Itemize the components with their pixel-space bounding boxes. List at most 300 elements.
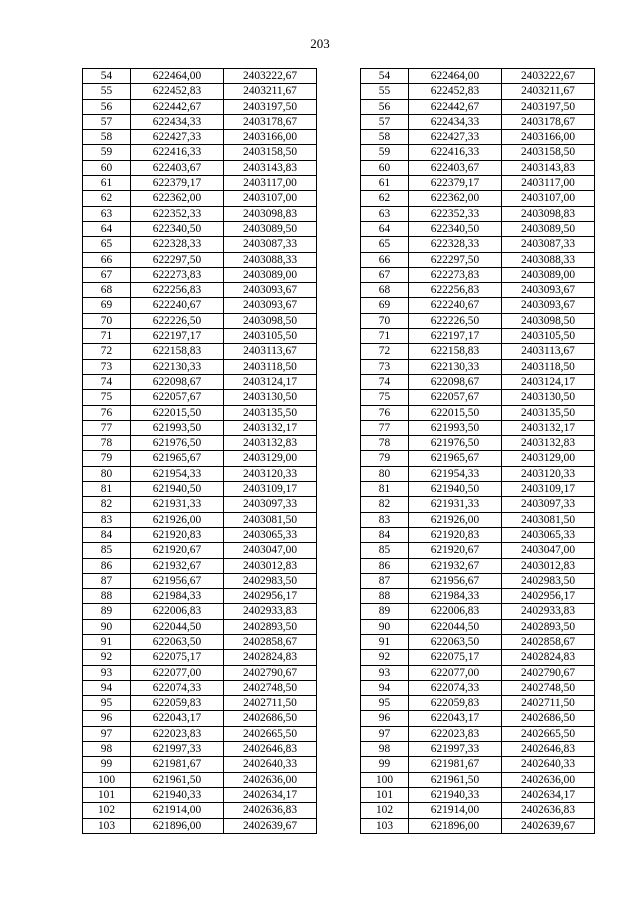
left-x-coordinate-cell: 622023,83 — [131, 726, 224, 741]
right-point-number-cell: 97 — [361, 726, 409, 741]
table-row — [83, 803, 595, 818]
right-point-number-cell: 101 — [361, 787, 409, 802]
left-x-coordinate-cell: 621984,33 — [131, 589, 224, 604]
right-point-number-cell: 92 — [361, 650, 409, 665]
left-x-coordinate-cell: 622328,33 — [131, 237, 224, 252]
right-x-coordinate-cell: 622130,33 — [409, 359, 502, 374]
column-gap — [317, 497, 361, 512]
table-row — [83, 374, 595, 389]
right-y-coordinate-cell: 2402824,83 — [502, 650, 595, 665]
column-gap — [317, 466, 361, 481]
left-x-coordinate-cell: 622059,83 — [131, 696, 224, 711]
table-row — [83, 527, 595, 542]
table-row — [83, 451, 595, 466]
left-x-coordinate-cell: 622043,17 — [131, 711, 224, 726]
right-y-coordinate-cell: 2403105,50 — [502, 329, 595, 344]
column-gap — [317, 573, 361, 588]
right-point-number-cell: 61 — [361, 176, 409, 191]
left-y-coordinate-cell: 2403117,00 — [224, 176, 317, 191]
right-y-coordinate-cell: 2403158,50 — [502, 145, 595, 160]
right-y-coordinate-cell: 2402665,50 — [502, 726, 595, 741]
left-x-coordinate-cell: 622044,50 — [131, 619, 224, 634]
left-point-number-cell: 54 — [83, 69, 131, 84]
right-y-coordinate-cell: 2403222,67 — [502, 69, 595, 84]
left-y-coordinate-cell: 2402790,67 — [224, 665, 317, 680]
right-point-number-cell: 73 — [361, 359, 409, 374]
right-point-number-cell: 76 — [361, 405, 409, 420]
column-gap — [317, 99, 361, 114]
left-y-coordinate-cell: 2402646,83 — [224, 742, 317, 757]
column-gap — [317, 130, 361, 145]
right-y-coordinate-cell: 2402639,67 — [502, 818, 595, 833]
left-point-number-cell: 88 — [83, 589, 131, 604]
right-x-coordinate-cell: 621920,67 — [409, 543, 502, 558]
left-y-coordinate-cell: 2403012,83 — [224, 558, 317, 573]
right-point-number-cell: 99 — [361, 757, 409, 772]
column-gap — [317, 206, 361, 221]
right-x-coordinate-cell: 622240,67 — [409, 298, 502, 313]
column-gap — [317, 160, 361, 175]
column-gap — [317, 176, 361, 191]
column-gap — [317, 527, 361, 542]
table-row — [83, 69, 595, 84]
left-x-coordinate-cell: 622464,00 — [131, 69, 224, 84]
table-row — [83, 237, 595, 252]
left-point-number-cell: 63 — [83, 206, 131, 221]
left-y-coordinate-cell: 2402983,50 — [224, 573, 317, 588]
left-x-coordinate-cell: 622015,50 — [131, 405, 224, 420]
right-y-coordinate-cell: 2403093,67 — [502, 283, 595, 298]
right-x-coordinate-cell: 621956,67 — [409, 573, 502, 588]
left-y-coordinate-cell: 2403081,50 — [224, 512, 317, 527]
left-y-coordinate-cell: 2403065,33 — [224, 527, 317, 542]
left-x-coordinate-cell: 622197,17 — [131, 329, 224, 344]
table-row — [83, 497, 595, 512]
left-point-number-cell: 82 — [83, 497, 131, 512]
right-x-coordinate-cell: 622379,17 — [409, 176, 502, 191]
right-x-coordinate-cell: 621896,00 — [409, 818, 502, 833]
table-row — [83, 787, 595, 802]
table-row — [83, 619, 595, 634]
table-row — [83, 221, 595, 236]
table-row — [83, 482, 595, 497]
right-point-number-cell: 67 — [361, 267, 409, 282]
table-row — [83, 512, 595, 527]
left-y-coordinate-cell: 2402634,17 — [224, 787, 317, 802]
right-x-coordinate-cell: 621940,33 — [409, 787, 502, 802]
right-point-number-cell: 74 — [361, 374, 409, 389]
left-point-number-cell: 84 — [83, 527, 131, 542]
table-row — [83, 726, 595, 741]
table-row — [83, 696, 595, 711]
right-y-coordinate-cell: 2403089,50 — [502, 221, 595, 236]
left-point-number-cell: 59 — [83, 145, 131, 160]
left-point-number-cell: 56 — [83, 99, 131, 114]
right-x-coordinate-cell: 622075,17 — [409, 650, 502, 665]
left-point-number-cell: 87 — [83, 573, 131, 588]
left-point-number-cell: 83 — [83, 512, 131, 527]
coordinates-table-body — [83, 69, 595, 834]
table-row — [83, 329, 595, 344]
right-x-coordinate-cell: 622362,00 — [409, 191, 502, 206]
right-y-coordinate-cell: 2403087,33 — [502, 237, 595, 252]
left-y-coordinate-cell: 2403211,67 — [224, 84, 317, 99]
right-point-number-cell: 54 — [361, 69, 409, 84]
right-point-number-cell: 82 — [361, 497, 409, 512]
column-gap — [317, 650, 361, 665]
left-point-number-cell: 85 — [83, 543, 131, 558]
column-gap — [317, 298, 361, 313]
right-x-coordinate-cell: 622226,50 — [409, 313, 502, 328]
table-row — [83, 543, 595, 558]
right-x-coordinate-cell: 622464,00 — [409, 69, 502, 84]
left-x-coordinate-cell: 622098,67 — [131, 374, 224, 389]
left-point-number-cell: 90 — [83, 619, 131, 634]
left-x-coordinate-cell: 621926,00 — [131, 512, 224, 527]
table-row — [83, 99, 595, 114]
table-row — [83, 772, 595, 787]
right-y-coordinate-cell: 2403047,00 — [502, 543, 595, 558]
left-y-coordinate-cell: 2403158,50 — [224, 145, 317, 160]
left-x-coordinate-cell: 622434,33 — [131, 114, 224, 129]
right-x-coordinate-cell: 622059,83 — [409, 696, 502, 711]
right-x-coordinate-cell: 621940,50 — [409, 482, 502, 497]
left-point-number-cell: 64 — [83, 221, 131, 236]
left-point-number-cell: 103 — [83, 818, 131, 833]
left-y-coordinate-cell: 2402636,83 — [224, 803, 317, 818]
right-x-coordinate-cell: 622057,67 — [409, 390, 502, 405]
table-row — [83, 466, 595, 481]
column-gap — [317, 374, 361, 389]
column-gap — [317, 267, 361, 282]
left-x-coordinate-cell: 621965,67 — [131, 451, 224, 466]
table-row — [83, 390, 595, 405]
right-y-coordinate-cell: 2402636,00 — [502, 772, 595, 787]
left-x-coordinate-cell: 622352,33 — [131, 206, 224, 221]
column-gap — [317, 589, 361, 604]
table-row — [83, 344, 595, 359]
right-x-coordinate-cell: 622273,83 — [409, 267, 502, 282]
right-y-coordinate-cell: 2403109,17 — [502, 482, 595, 497]
left-y-coordinate-cell: 2403143,83 — [224, 160, 317, 175]
right-x-coordinate-cell: 621997,33 — [409, 742, 502, 757]
right-point-number-cell: 90 — [361, 619, 409, 634]
table-row — [83, 114, 595, 129]
left-x-coordinate-cell: 621931,33 — [131, 497, 224, 512]
right-x-coordinate-cell: 622043,17 — [409, 711, 502, 726]
left-point-number-cell: 98 — [83, 742, 131, 757]
right-y-coordinate-cell: 2403065,33 — [502, 527, 595, 542]
right-y-coordinate-cell: 2403097,33 — [502, 497, 595, 512]
left-x-coordinate-cell: 622297,50 — [131, 252, 224, 267]
right-point-number-cell: 80 — [361, 466, 409, 481]
table-row — [83, 313, 595, 328]
left-y-coordinate-cell: 2403107,00 — [224, 191, 317, 206]
left-y-coordinate-cell: 2403129,00 — [224, 451, 317, 466]
right-x-coordinate-cell: 621932,67 — [409, 558, 502, 573]
left-point-number-cell: 76 — [83, 405, 131, 420]
left-point-number-cell: 94 — [83, 680, 131, 695]
left-x-coordinate-cell: 621993,50 — [131, 420, 224, 435]
table-row — [83, 191, 595, 206]
column-gap — [317, 114, 361, 129]
right-x-coordinate-cell: 621965,67 — [409, 451, 502, 466]
right-x-coordinate-cell: 622403,67 — [409, 160, 502, 175]
table-row — [83, 757, 595, 772]
left-x-coordinate-cell: 622379,17 — [131, 176, 224, 191]
column-gap — [317, 283, 361, 298]
right-x-coordinate-cell: 622015,50 — [409, 405, 502, 420]
left-x-coordinate-cell: 622130,33 — [131, 359, 224, 374]
right-x-coordinate-cell: 621954,33 — [409, 466, 502, 481]
right-x-coordinate-cell: 621961,50 — [409, 772, 502, 787]
table-row — [83, 176, 595, 191]
right-point-number-cell: 83 — [361, 512, 409, 527]
column-gap — [317, 680, 361, 695]
left-x-coordinate-cell: 622063,50 — [131, 634, 224, 649]
right-y-coordinate-cell: 2402858,67 — [502, 634, 595, 649]
left-x-coordinate-cell: 621956,67 — [131, 573, 224, 588]
column-gap — [317, 604, 361, 619]
left-x-coordinate-cell: 621920,67 — [131, 543, 224, 558]
left-x-coordinate-cell: 622077,00 — [131, 665, 224, 680]
left-x-coordinate-cell: 622427,33 — [131, 130, 224, 145]
left-point-number-cell: 70 — [83, 313, 131, 328]
column-gap — [317, 359, 361, 374]
right-point-number-cell: 70 — [361, 313, 409, 328]
left-y-coordinate-cell: 2403118,50 — [224, 359, 317, 374]
right-x-coordinate-cell: 621993,50 — [409, 420, 502, 435]
right-point-number-cell: 79 — [361, 451, 409, 466]
right-point-number-cell: 102 — [361, 803, 409, 818]
right-point-number-cell: 94 — [361, 680, 409, 695]
right-x-coordinate-cell: 622077,00 — [409, 665, 502, 680]
right-point-number-cell: 103 — [361, 818, 409, 833]
right-x-coordinate-cell: 622098,67 — [409, 374, 502, 389]
right-point-number-cell: 69 — [361, 298, 409, 313]
left-x-coordinate-cell: 621954,33 — [131, 466, 224, 481]
table-row — [83, 252, 595, 267]
column-gap — [317, 221, 361, 236]
left-y-coordinate-cell: 2402893,50 — [224, 619, 317, 634]
right-y-coordinate-cell: 2402640,33 — [502, 757, 595, 772]
right-y-coordinate-cell: 2402711,50 — [502, 696, 595, 711]
right-point-number-cell: 98 — [361, 742, 409, 757]
left-y-coordinate-cell: 2402686,50 — [224, 711, 317, 726]
right-x-coordinate-cell: 622416,33 — [409, 145, 502, 160]
right-point-number-cell: 100 — [361, 772, 409, 787]
left-y-coordinate-cell: 2402636,00 — [224, 772, 317, 787]
column-gap — [317, 420, 361, 435]
right-x-coordinate-cell: 622044,50 — [409, 619, 502, 634]
left-x-coordinate-cell: 621976,50 — [131, 436, 224, 451]
right-y-coordinate-cell: 2402956,17 — [502, 589, 595, 604]
right-point-number-cell: 66 — [361, 252, 409, 267]
column-gap — [317, 772, 361, 787]
right-point-number-cell: 91 — [361, 634, 409, 649]
left-y-coordinate-cell: 2402639,67 — [224, 818, 317, 833]
page-number: 203 — [310, 36, 330, 51]
table-row — [83, 359, 595, 374]
left-y-coordinate-cell: 2403130,50 — [224, 390, 317, 405]
column-gap — [317, 543, 361, 558]
left-point-number-cell: 91 — [83, 634, 131, 649]
column-gap — [317, 405, 361, 420]
left-point-number-cell: 73 — [83, 359, 131, 374]
table-row — [83, 145, 595, 160]
left-x-coordinate-cell: 622075,17 — [131, 650, 224, 665]
right-point-number-cell: 63 — [361, 206, 409, 221]
right-x-coordinate-cell: 622434,33 — [409, 114, 502, 129]
right-point-number-cell: 55 — [361, 84, 409, 99]
right-x-coordinate-cell: 622256,83 — [409, 283, 502, 298]
column-gap — [317, 803, 361, 818]
table-row — [83, 267, 595, 282]
left-y-coordinate-cell: 2403132,17 — [224, 420, 317, 435]
left-point-number-cell: 61 — [83, 176, 131, 191]
left-x-coordinate-cell: 622442,67 — [131, 99, 224, 114]
right-y-coordinate-cell: 2403129,00 — [502, 451, 595, 466]
column-gap — [317, 711, 361, 726]
right-x-coordinate-cell: 622427,33 — [409, 130, 502, 145]
left-x-coordinate-cell: 622403,67 — [131, 160, 224, 175]
left-point-number-cell: 66 — [83, 252, 131, 267]
right-x-coordinate-cell: 621981,67 — [409, 757, 502, 772]
column-gap — [317, 344, 361, 359]
right-x-coordinate-cell: 622023,83 — [409, 726, 502, 741]
right-point-number-cell: 93 — [361, 665, 409, 680]
left-y-coordinate-cell: 2403047,00 — [224, 543, 317, 558]
left-x-coordinate-cell: 621914,00 — [131, 803, 224, 818]
table-row — [83, 206, 595, 221]
right-y-coordinate-cell: 2403178,67 — [502, 114, 595, 129]
left-y-coordinate-cell: 2403166,00 — [224, 130, 317, 145]
left-x-coordinate-cell: 622006,83 — [131, 604, 224, 619]
right-point-number-cell: 77 — [361, 420, 409, 435]
column-gap — [317, 252, 361, 267]
right-y-coordinate-cell: 2402634,17 — [502, 787, 595, 802]
table-row — [83, 634, 595, 649]
left-y-coordinate-cell: 2403222,67 — [224, 69, 317, 84]
right-point-number-cell: 65 — [361, 237, 409, 252]
right-point-number-cell: 96 — [361, 711, 409, 726]
right-point-number-cell: 84 — [361, 527, 409, 542]
right-x-coordinate-cell: 622297,50 — [409, 252, 502, 267]
right-y-coordinate-cell: 2403124,17 — [502, 374, 595, 389]
right-x-coordinate-cell: 622158,83 — [409, 344, 502, 359]
right-point-number-cell: 86 — [361, 558, 409, 573]
right-y-coordinate-cell: 2403117,00 — [502, 176, 595, 191]
table-row — [83, 130, 595, 145]
left-y-coordinate-cell: 2403132,83 — [224, 436, 317, 451]
right-y-coordinate-cell: 2403120,33 — [502, 466, 595, 481]
right-y-coordinate-cell: 2403098,50 — [502, 313, 595, 328]
column-gap — [317, 436, 361, 451]
right-y-coordinate-cell: 2403098,83 — [502, 206, 595, 221]
left-point-number-cell: 72 — [83, 344, 131, 359]
left-point-number-cell: 101 — [83, 787, 131, 802]
left-y-coordinate-cell: 2403098,50 — [224, 313, 317, 328]
table-row — [83, 589, 595, 604]
left-x-coordinate-cell: 622074,33 — [131, 680, 224, 695]
table-row — [83, 665, 595, 680]
column-gap — [317, 665, 361, 680]
left-point-number-cell: 58 — [83, 130, 131, 145]
left-point-number-cell: 80 — [83, 466, 131, 481]
left-point-number-cell: 55 — [83, 84, 131, 99]
table-row — [83, 436, 595, 451]
left-y-coordinate-cell: 2402858,67 — [224, 634, 317, 649]
right-y-coordinate-cell: 2403081,50 — [502, 512, 595, 527]
right-y-coordinate-cell: 2403132,17 — [502, 420, 595, 435]
right-y-coordinate-cell: 2403118,50 — [502, 359, 595, 374]
left-y-coordinate-cell: 2403105,50 — [224, 329, 317, 344]
left-point-number-cell: 79 — [83, 451, 131, 466]
right-y-coordinate-cell: 2402893,50 — [502, 619, 595, 634]
left-y-coordinate-cell: 2403089,50 — [224, 221, 317, 236]
right-point-number-cell: 78 — [361, 436, 409, 451]
left-point-number-cell: 68 — [83, 283, 131, 298]
table-row — [83, 650, 595, 665]
left-y-coordinate-cell: 2403124,17 — [224, 374, 317, 389]
right-x-coordinate-cell: 621920,83 — [409, 527, 502, 542]
left-point-number-cell: 97 — [83, 726, 131, 741]
right-y-coordinate-cell: 2402646,83 — [502, 742, 595, 757]
column-gap — [317, 451, 361, 466]
column-gap — [317, 390, 361, 405]
right-x-coordinate-cell: 622442,67 — [409, 99, 502, 114]
column-gap — [317, 696, 361, 711]
table-row — [83, 573, 595, 588]
left-y-coordinate-cell: 2402933,83 — [224, 604, 317, 619]
right-point-number-cell: 88 — [361, 589, 409, 604]
right-y-coordinate-cell: 2402636,83 — [502, 803, 595, 818]
left-x-coordinate-cell: 621981,67 — [131, 757, 224, 772]
left-x-coordinate-cell: 621997,33 — [131, 742, 224, 757]
left-y-coordinate-cell: 2403088,33 — [224, 252, 317, 267]
left-point-number-cell: 92 — [83, 650, 131, 665]
table-row — [83, 680, 595, 695]
left-y-coordinate-cell: 2403178,67 — [224, 114, 317, 129]
left-point-number-cell: 62 — [83, 191, 131, 206]
right-point-number-cell: 72 — [361, 344, 409, 359]
left-x-coordinate-cell: 621896,00 — [131, 818, 224, 833]
right-point-number-cell: 57 — [361, 114, 409, 129]
column-gap — [317, 84, 361, 99]
table-row — [83, 742, 595, 757]
column-gap — [317, 237, 361, 252]
right-y-coordinate-cell: 2403130,50 — [502, 390, 595, 405]
right-y-coordinate-cell: 2402983,50 — [502, 573, 595, 588]
right-y-coordinate-cell: 2403089,00 — [502, 267, 595, 282]
left-point-number-cell: 95 — [83, 696, 131, 711]
column-gap — [317, 512, 361, 527]
table-row — [83, 283, 595, 298]
left-point-number-cell: 57 — [83, 114, 131, 129]
left-point-number-cell: 75 — [83, 390, 131, 405]
coordinates-table — [82, 68, 595, 834]
left-x-coordinate-cell: 622340,50 — [131, 221, 224, 236]
left-x-coordinate-cell: 622452,83 — [131, 84, 224, 99]
left-point-number-cell: 89 — [83, 604, 131, 619]
right-x-coordinate-cell: 621926,00 — [409, 512, 502, 527]
left-y-coordinate-cell: 2402640,33 — [224, 757, 317, 772]
right-point-number-cell: 62 — [361, 191, 409, 206]
column-gap — [317, 145, 361, 160]
left-y-coordinate-cell: 2402956,17 — [224, 589, 317, 604]
left-y-coordinate-cell: 2403113,67 — [224, 344, 317, 359]
right-point-number-cell: 81 — [361, 482, 409, 497]
